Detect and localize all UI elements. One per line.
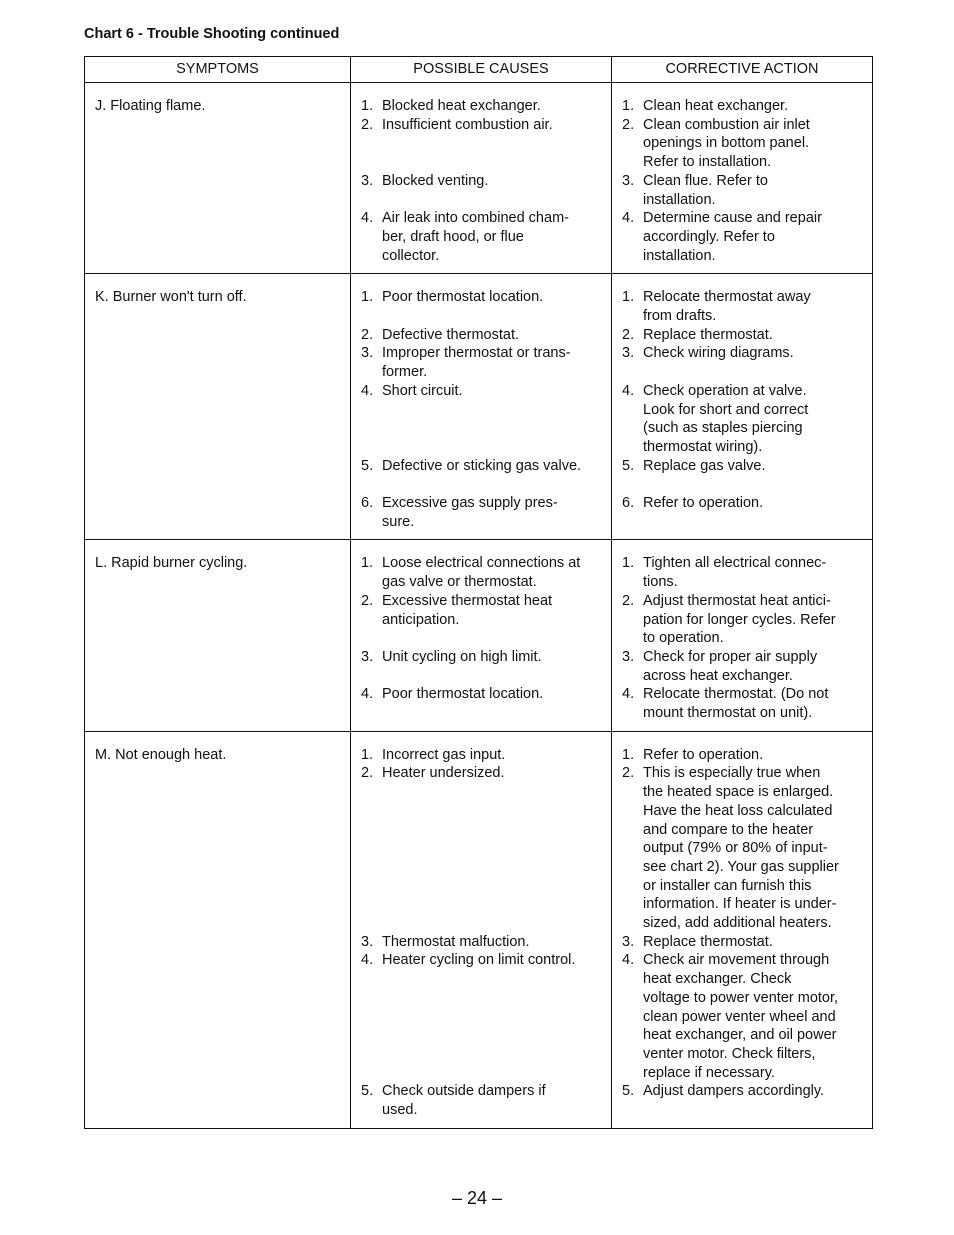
item-line: collector. (382, 247, 440, 264)
item-line: Refer to operation. (643, 746, 764, 763)
symptom-text: L. Rapid burner cycling. (95, 555, 248, 572)
symptom-cell (85, 731, 351, 1128)
item-line: used. (382, 1101, 418, 1118)
causes-cell (351, 731, 612, 1128)
actions-cell (612, 540, 873, 731)
list-item (361, 933, 601, 952)
page-number: – 24 – (451, 1188, 503, 1208)
item-line: accordingly. Refer to (643, 228, 775, 245)
list-item (622, 1082, 862, 1101)
list-item (622, 382, 862, 457)
item-number: 3. (361, 345, 374, 362)
item-line: Blocked venting. (382, 172, 489, 189)
symptom-cell (85, 83, 351, 274)
item-line: the heated space is enlarged. (643, 784, 834, 801)
header-symptoms: SYMPTOMS (85, 57, 351, 83)
actions-cell (612, 274, 873, 540)
item-line: Adjust dampers accordingly. (643, 1083, 825, 1100)
item-line: from drafts. (643, 308, 717, 325)
item-number: 5. (622, 457, 635, 474)
item-number: 1. (622, 289, 635, 306)
item-line: anticipation. (382, 611, 460, 628)
item-line: Replace thermostat. (643, 933, 773, 950)
item-line: tions. (643, 574, 678, 591)
list-item (622, 933, 862, 952)
symptom-cell (85, 274, 351, 540)
item-number: 1. (361, 555, 374, 572)
list-item (622, 592, 862, 648)
symptom-text: J. Floating flame. (95, 98, 206, 114)
item-line: information. If heater is under- (643, 896, 837, 913)
table-row (85, 274, 873, 540)
item-line: Heater cycling on limit control. (382, 952, 576, 969)
item-line: Thermostat malfuction. (382, 933, 530, 950)
list-item (622, 554, 862, 591)
item-number: 1. (622, 98, 635, 114)
list-item (622, 648, 862, 685)
list-item (622, 746, 862, 765)
item-number: 4. (361, 686, 374, 703)
item-line: Determine cause and repair (643, 210, 822, 227)
item-number: 2. (622, 592, 635, 609)
item-line: Replace gas valve. (643, 457, 766, 474)
item-line: (such as staples piercing (643, 420, 803, 437)
item-line: across heat exchanger. (643, 667, 793, 684)
item-line: Poor thermostat location. (382, 289, 544, 306)
item-line: Blocked heat exchanger. (382, 98, 541, 114)
item-line: Unit cycling on high limit. (382, 648, 542, 665)
item-line: mount thermostat on unit). (643, 705, 813, 722)
item-number: 2. (361, 326, 374, 343)
item-line: Clean heat exchanger. (643, 98, 789, 114)
item-line: Have the heat loss calculated (643, 802, 833, 819)
list-item (361, 326, 601, 345)
list-item (361, 746, 601, 765)
list-item (361, 764, 601, 783)
item-number: 5. (361, 1083, 374, 1100)
item-line: and compare to the heater (643, 821, 814, 838)
list-item (622, 951, 862, 1082)
item-number: 4. (622, 952, 635, 969)
item-line: Check outside dampers if (382, 1083, 546, 1100)
header-possible-causes: POSSIBLE CAUSES (351, 57, 612, 83)
list-item (622, 344, 862, 363)
item-line: Check wiring diagrams. (643, 345, 794, 362)
list-item (622, 209, 862, 265)
item-line: Incorrect gas input. (382, 746, 506, 763)
item-number: 3. (622, 648, 635, 665)
item-line: Poor thermostat location. (382, 686, 544, 703)
list-item (622, 97, 862, 116)
item-line: Clean flue. Refer to (643, 172, 768, 189)
item-number: 3. (622, 933, 635, 950)
item-number: 3. (361, 172, 374, 189)
troubleshooting-table (84, 56, 873, 1129)
item-line: Loose electrical connections at (382, 555, 581, 572)
actions-cell (612, 83, 873, 274)
table-row (85, 540, 873, 731)
list-item (622, 288, 862, 325)
list-item (622, 685, 862, 722)
item-line: replace if necessary. (643, 1064, 775, 1081)
list-item (361, 288, 601, 307)
item-number: 4. (361, 210, 374, 227)
item-line: ber, draft hood, or flue (382, 228, 524, 245)
list-item (622, 494, 862, 513)
list-item (361, 457, 601, 476)
item-number: 4. (361, 382, 374, 399)
list-item (361, 382, 601, 401)
table-row (85, 731, 873, 1128)
item-line: former. (382, 364, 428, 381)
item-line: Relocate thermostat. (Do not (643, 686, 829, 703)
list-item (622, 172, 862, 209)
item-number: 1. (622, 746, 635, 763)
item-number: 5. (361, 457, 374, 474)
item-line: Excessive thermostat heat (382, 592, 553, 609)
item-number: 2. (361, 592, 374, 609)
item-line: venter motor. Check filters, (643, 1045, 816, 1062)
item-line: Refer to installation. (643, 154, 772, 171)
item-line: Tighten all electrical connec- (643, 555, 827, 572)
item-line: gas valve or thermostat. (382, 574, 537, 591)
list-item (622, 764, 862, 932)
item-line: sure. (382, 513, 415, 530)
item-number: 1. (622, 555, 635, 572)
item-line: see chart 2). Your gas supplier (643, 858, 839, 875)
list-item (622, 326, 862, 345)
item-line: Check operation at valve. (643, 382, 807, 399)
list-item (361, 209, 601, 265)
item-line: installation. (643, 191, 716, 208)
list-item (361, 172, 601, 191)
item-line: clean power venter wheel and (643, 1008, 836, 1025)
item-number: 2. (361, 765, 374, 782)
item-line: Short circuit. (382, 382, 463, 399)
list-item (361, 592, 601, 629)
item-number: 3. (361, 648, 374, 665)
item-line: Look for short and correct (643, 401, 809, 418)
header-corrective-action: CORRECTIVE ACTION (612, 57, 873, 83)
list-item (361, 951, 601, 970)
item-line: heat exchanger. Check (643, 971, 792, 988)
item-line: Adjust thermostat heat antici- (643, 592, 831, 609)
item-line: Improper thermostat or trans- (382, 345, 571, 362)
list-item (361, 1082, 601, 1119)
list-item (361, 344, 601, 381)
symptom-text: K. Burner won't turn off. (95, 289, 247, 306)
item-number: 1. (361, 746, 374, 763)
item-line: pation for longer cycles. Refer (643, 611, 836, 628)
item-number: 3. (622, 172, 635, 189)
item-line: Check air movement through (643, 952, 830, 969)
list-item (361, 685, 601, 704)
item-line: Excessive gas supply pres- (382, 494, 558, 511)
item-line: installation. (643, 247, 716, 264)
item-line: This is especially true when (643, 765, 821, 782)
table-row (85, 83, 873, 274)
item-number: 1. (361, 98, 374, 114)
symptom-text: M. Not enough heat. (95, 746, 227, 763)
causes-cell (351, 540, 612, 731)
list-item (361, 554, 601, 591)
item-line: Defective or sticking gas valve. (382, 457, 582, 474)
list-item (361, 97, 601, 116)
item-line: heat exchanger, and oil power (643, 1027, 837, 1044)
item-line: output (79% or 80% of input- (643, 840, 828, 857)
item-number: 2. (622, 765, 635, 782)
chart-title: Chart 6 - Trouble Shooting continued (84, 26, 340, 42)
item-line: Air leak into combined cham- (382, 210, 569, 227)
causes-cell (351, 274, 612, 540)
item-line: Clean combustion air inlet (643, 116, 810, 133)
item-number: 4. (622, 382, 635, 399)
item-line: voltage to power venter motor, (643, 989, 839, 1006)
item-line: to operation. (643, 630, 724, 647)
item-number: 2. (622, 116, 635, 133)
item-number: 4. (622, 210, 635, 227)
item-number: 2. (361, 116, 374, 133)
item-number: 6. (361, 494, 374, 511)
list-item (622, 457, 862, 476)
item-number: 3. (622, 345, 635, 362)
item-number: 4. (622, 686, 635, 703)
item-line: Refer to operation. (643, 495, 764, 512)
item-number: 2. (622, 326, 635, 343)
list-item (622, 116, 862, 172)
item-line: Check for proper air supply (643, 648, 818, 665)
list-item (361, 648, 601, 667)
item-number: 6. (622, 495, 635, 512)
list-item (361, 494, 601, 531)
item-line: Defective thermostat. (382, 326, 519, 343)
item-line: or installer can furnish this (643, 877, 812, 894)
list-item (361, 116, 601, 135)
item-line: Relocate thermostat away (643, 289, 811, 306)
item-number: 1. (361, 289, 374, 306)
item-line: sized, add additional heaters. (643, 915, 832, 932)
item-line: thermostat wiring). (643, 438, 763, 455)
table-header-row (85, 57, 873, 83)
actions-cell (612, 731, 873, 1128)
item-number: 5. (622, 1083, 635, 1100)
item-line: Heater undersized. (382, 765, 505, 782)
item-line: Insufficient combustion air. (382, 116, 553, 133)
causes-cell (351, 83, 612, 274)
symptom-cell (85, 540, 351, 731)
item-line: openings in bottom panel. (643, 135, 810, 152)
item-number: 4. (361, 952, 374, 969)
item-number: 3. (361, 933, 374, 950)
item-line: Replace thermostat. (643, 326, 773, 343)
